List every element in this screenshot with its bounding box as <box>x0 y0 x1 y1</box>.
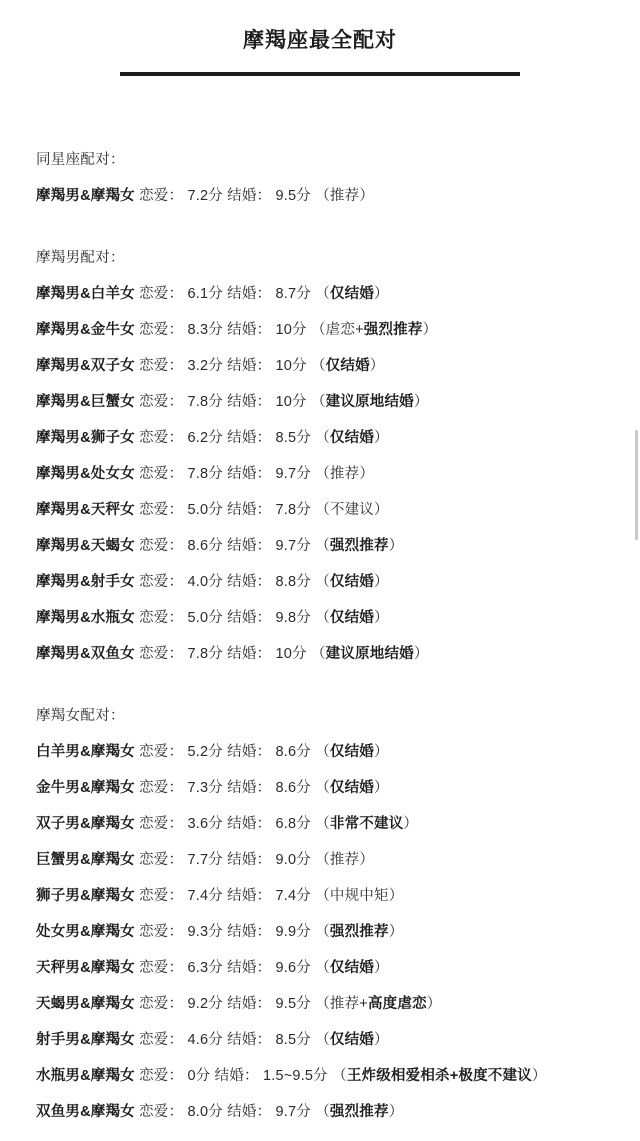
marriage-score: 9.7分 <box>275 1104 311 1120</box>
compatibility-row <box>36 1058 640 1094</box>
note-part: 仅结婚 <box>329 430 375 446</box>
note-part: 王炸级相爱相杀+极度不建议 <box>346 1068 532 1084</box>
compatibility-row <box>36 348 640 384</box>
compatibility-row <box>36 564 640 600</box>
love-label: 恋爱： <box>139 286 184 302</box>
note-open-paren: （ <box>315 960 330 976</box>
recommendation-note <box>315 888 403 904</box>
note-close-paren: ） <box>374 430 389 446</box>
recommendation-note <box>315 286 389 302</box>
marriage-label: 结婚： <box>227 816 272 832</box>
compatibility-list <box>0 142 640 1130</box>
note-part: 建议原地结婚 <box>325 646 414 662</box>
marriage-score: 9.7分 <box>275 538 311 554</box>
marriage-score: 1.5~9.5分 <box>263 1068 328 1084</box>
scrollbar[interactable] <box>635 430 638 540</box>
note-close-paren: ） <box>374 610 389 626</box>
compatibility-row <box>36 878 640 914</box>
recommendation-note <box>315 924 403 940</box>
recommendation-note <box>315 1032 389 1048</box>
note-open-paren: （ <box>332 1068 347 1084</box>
marriage-label: 结婚： <box>227 358 272 374</box>
marriage-score: 9.5分 <box>275 996 311 1012</box>
note-open-paren: （ <box>310 646 326 662</box>
marriage-score: 8.8分 <box>275 574 311 590</box>
love-label: 恋爱： <box>139 852 184 868</box>
compatibility-row <box>36 1094 640 1130</box>
love-score: 0分 <box>187 1068 211 1084</box>
recommendation-note <box>315 610 389 626</box>
compatibility-row <box>36 636 640 672</box>
love-label: 恋爱： <box>139 610 184 626</box>
compatibility-section <box>36 698 640 1130</box>
marriage-label: 结婚： <box>227 960 272 976</box>
note-part: 强烈推荐 <box>363 322 423 338</box>
marriage-score: 10分 <box>275 394 307 410</box>
pair-name: 巨蟹男&摩羯女 <box>36 852 135 868</box>
recommendation-note <box>315 816 418 832</box>
love-score: 6.1分 <box>187 286 223 302</box>
marriage-label: 结婚： <box>227 744 272 760</box>
recommendation-note <box>315 188 374 204</box>
note-part: 不建议 <box>329 502 375 518</box>
love-score: 5.0分 <box>187 610 223 626</box>
pair-name: 金牛男&摩羯女 <box>36 780 135 796</box>
compatibility-row <box>36 276 640 312</box>
pair-name: 摩羯男&白羊女 <box>36 286 135 302</box>
recommendation-note <box>315 502 389 518</box>
compatibility-section <box>36 240 640 672</box>
note-close-paren: ） <box>388 1104 404 1120</box>
pair-name: 狮子男&摩羯女 <box>36 888 135 904</box>
note-part: 仅结婚 <box>329 960 375 976</box>
marriage-label: 结婚： <box>227 394 272 410</box>
note-close-paren: ） <box>531 1068 547 1084</box>
note-open-paren: （ <box>315 996 330 1012</box>
marriage-label: 结婚： <box>227 610 272 626</box>
marriage-label: 结婚： <box>227 430 272 446</box>
note-close-paren: ） <box>422 322 438 338</box>
compatibility-row <box>36 734 640 770</box>
note-open-paren: （ <box>315 466 330 482</box>
marriage-score: 9.9分 <box>275 924 311 940</box>
love-score: 9.2分 <box>187 996 223 1012</box>
pair-name: 摩羯男&巨蟹女 <box>36 394 135 410</box>
marriage-label: 结婚： <box>227 574 272 590</box>
note-close-paren: ） <box>374 502 389 518</box>
note-close-paren: ） <box>388 888 404 904</box>
love-score: 4.0分 <box>187 574 223 590</box>
pair-name: 天秤男&摩羯女 <box>36 960 135 976</box>
recommendation-note <box>315 744 389 760</box>
note-open-paren: （ <box>315 610 330 626</box>
marriage-score: 10分 <box>275 322 307 338</box>
note-open-paren: （ <box>315 924 330 940</box>
marriage-score: 8.7分 <box>275 286 311 302</box>
marriage-label: 结婚： <box>227 322 272 338</box>
note-close-paren: ） <box>359 188 375 204</box>
recommendation-note <box>311 322 437 338</box>
pair-name: 处女男&摩羯女 <box>36 924 135 940</box>
compatibility-row <box>36 914 640 950</box>
love-score: 9.3分 <box>187 924 223 940</box>
note-open-paren: （ <box>315 852 330 868</box>
note-part: 虐恋+ <box>325 322 364 338</box>
compatibility-row <box>36 770 640 806</box>
marriage-score: 9.6分 <box>275 960 311 976</box>
recommendation-note <box>311 646 429 662</box>
note-part: 仅结婚 <box>329 1032 375 1048</box>
recommendation-note <box>315 430 389 446</box>
recommendation-note <box>315 538 403 554</box>
pair-name: 摩羯男&水瓶女 <box>36 610 135 626</box>
love-score: 3.2分 <box>187 358 223 374</box>
love-label: 恋爱： <box>139 538 184 554</box>
note-part: 强烈推荐 <box>329 1104 389 1120</box>
marriage-label: 结婚： <box>214 1068 259 1084</box>
love-label: 恋爱： <box>139 1032 184 1048</box>
marriage-label: 结婚： <box>227 888 272 904</box>
note-part: 强烈推荐 <box>329 924 389 940</box>
recommendation-note <box>315 466 374 482</box>
marriage-label: 结婚： <box>227 646 272 662</box>
compatibility-row <box>36 600 640 636</box>
love-label: 恋爱： <box>139 502 184 518</box>
love-label: 恋爱： <box>139 430 184 446</box>
section-heading: 同星座配对： <box>36 152 125 168</box>
compatibility-row <box>36 806 640 842</box>
marriage-score: 10分 <box>275 646 307 662</box>
compatibility-row <box>36 384 640 420</box>
note-part: 仅结婚 <box>329 744 375 760</box>
note-open-paren: （ <box>310 358 326 374</box>
note-open-paren: （ <box>310 322 326 338</box>
note-close-paren: ） <box>388 538 404 554</box>
marriage-score: 6.8分 <box>275 816 311 832</box>
note-part: 建议原地结婚 <box>325 394 414 410</box>
love-score: 7.8分 <box>187 646 223 662</box>
pair-name: 摩羯男&金牛女 <box>36 322 135 338</box>
marriage-label: 结婚： <box>227 1032 272 1048</box>
compatibility-row <box>36 420 640 456</box>
note-open-paren: （ <box>315 574 330 590</box>
recommendation-note <box>315 574 389 590</box>
love-score: 7.4分 <box>187 888 223 904</box>
love-label: 恋爱： <box>139 816 184 832</box>
love-score: 3.6分 <box>187 816 223 832</box>
note-part: 推荐 <box>329 852 360 868</box>
love-score: 8.0分 <box>187 1104 223 1120</box>
recommendation-note <box>315 996 441 1012</box>
note-close-paren: ） <box>374 286 389 302</box>
pair-name: 双鱼男&摩羯女 <box>36 1104 135 1120</box>
note-part: 推荐+ <box>329 996 368 1012</box>
note-part: 高度虐恋 <box>367 996 427 1012</box>
note-close-paren: ） <box>413 646 429 662</box>
title-block <box>0 0 640 76</box>
note-part: 仅结婚 <box>329 574 375 590</box>
love-score: 8.3分 <box>187 322 223 338</box>
note-open-paren: （ <box>315 188 330 204</box>
love-label: 恋爱： <box>139 646 184 662</box>
love-score: 7.2分 <box>187 188 223 204</box>
note-part: 中规中矩 <box>329 888 389 904</box>
note-open-paren: （ <box>315 744 330 760</box>
note-part: 仅结婚 <box>329 610 375 626</box>
section-heading: 摩羯女配对： <box>36 708 125 724</box>
love-label: 恋爱： <box>139 888 184 904</box>
compatibility-row <box>36 528 640 564</box>
compatibility-row <box>36 312 640 348</box>
note-part: 非常不建议 <box>329 816 404 832</box>
pair-name: 摩羯男&双鱼女 <box>36 646 135 662</box>
pair-name: 天蝎男&摩羯女 <box>36 996 135 1012</box>
marriage-score: 10分 <box>275 358 307 374</box>
pair-name: 双子男&摩羯女 <box>36 816 135 832</box>
note-close-paren: ） <box>374 960 389 976</box>
note-close-paren: ） <box>413 394 429 410</box>
love-label: 恋爱： <box>139 394 184 410</box>
recommendation-note <box>311 358 385 374</box>
love-label: 恋爱： <box>139 744 184 760</box>
note-part: 仅结婚 <box>325 358 370 374</box>
marriage-score: 9.7分 <box>275 466 311 482</box>
pair-name: 摩羯男&天蝎女 <box>36 538 135 554</box>
love-score: 5.2分 <box>187 744 223 760</box>
marriage-score: 7.4分 <box>275 888 311 904</box>
note-open-paren: （ <box>315 430 330 446</box>
marriage-label: 结婚： <box>227 780 272 796</box>
marriage-label: 结婚： <box>227 852 272 868</box>
love-label: 恋爱： <box>139 924 184 940</box>
marriage-score: 7.8分 <box>275 502 311 518</box>
recommendation-note <box>315 852 374 868</box>
marriage-label: 结婚： <box>227 538 272 554</box>
note-open-paren: （ <box>315 502 330 518</box>
pair-name: 摩羯男&摩羯女 <box>36 188 135 204</box>
note-close-paren: ） <box>374 780 389 796</box>
love-score: 8.6分 <box>187 538 223 554</box>
love-label: 恋爱： <box>139 960 184 976</box>
note-close-paren: ） <box>369 358 385 374</box>
note-part: 仅结婚 <box>329 780 375 796</box>
pair-name: 摩羯男&双子女 <box>36 358 135 374</box>
note-part: 强烈推荐 <box>329 538 389 554</box>
marriage-label: 结婚： <box>227 1104 272 1120</box>
pair-name: 白羊男&摩羯女 <box>36 744 135 760</box>
note-open-paren: （ <box>315 1104 330 1120</box>
section-heading: 摩羯男配对： <box>36 250 125 266</box>
marriage-score: 8.5分 <box>275 430 311 446</box>
note-part: 推荐 <box>329 188 360 204</box>
marriage-score: 9.0分 <box>275 852 311 868</box>
love-score: 7.8分 <box>187 394 223 410</box>
recommendation-note <box>311 394 429 410</box>
pair-name: 射手男&摩羯女 <box>36 1032 135 1048</box>
marriage-label: 结婚： <box>227 286 272 302</box>
love-label: 恋爱： <box>139 358 184 374</box>
compatibility-row <box>36 1022 640 1058</box>
love-label: 恋爱： <box>139 574 184 590</box>
love-score: 7.7分 <box>187 852 223 868</box>
recommendation-note <box>332 1068 546 1084</box>
marriage-score: 9.8分 <box>275 610 311 626</box>
love-label: 恋爱： <box>139 466 184 482</box>
marriage-label: 结婚： <box>227 924 272 940</box>
marriage-score: 8.6分 <box>275 744 311 760</box>
love-score: 6.3分 <box>187 960 223 976</box>
recommendation-note <box>315 780 389 796</box>
marriage-label: 结婚： <box>227 996 272 1012</box>
note-close-paren: ） <box>359 852 375 868</box>
note-open-paren: （ <box>310 394 326 410</box>
note-close-paren: ） <box>374 744 389 760</box>
title-divider <box>120 72 520 76</box>
note-part: 推荐 <box>329 466 360 482</box>
note-open-paren: （ <box>315 538 330 554</box>
recommendation-note <box>315 960 389 976</box>
marriage-label: 结婚： <box>227 502 272 518</box>
pair-name: 水瓶男&摩羯女 <box>36 1068 135 1084</box>
compatibility-row <box>36 456 640 492</box>
note-open-paren: （ <box>315 888 330 904</box>
compatibility-row <box>36 950 640 986</box>
pair-name: 摩羯男&狮子女 <box>36 430 135 446</box>
note-close-paren: ） <box>359 466 375 482</box>
love-label: 恋爱： <box>139 1104 184 1120</box>
compatibility-row <box>36 492 640 528</box>
marriage-label: 结婚： <box>227 188 272 204</box>
marriage-score: 9.5分 <box>275 188 311 204</box>
page-title: 摩羯座最全配对 <box>243 29 397 52</box>
note-close-paren: ） <box>403 816 419 832</box>
note-close-paren: ） <box>426 996 442 1012</box>
love-label: 恋爱： <box>139 322 184 338</box>
marriage-label: 结婚： <box>227 466 272 482</box>
marriage-score: 8.6分 <box>275 780 311 796</box>
love-score: 5.0分 <box>187 502 223 518</box>
love-score: 7.8分 <box>187 466 223 482</box>
note-close-paren: ） <box>374 1032 389 1048</box>
love-label: 恋爱： <box>139 996 184 1012</box>
recommendation-note <box>315 1104 403 1120</box>
note-close-paren: ） <box>374 574 389 590</box>
love-score: 7.3分 <box>187 780 223 796</box>
love-label: 恋爱： <box>139 1068 184 1084</box>
love-label: 恋爱： <box>139 780 184 796</box>
compatibility-row <box>36 842 640 878</box>
note-open-paren: （ <box>315 286 330 302</box>
love-score: 4.6分 <box>187 1032 223 1048</box>
compatibility-section <box>36 142 640 214</box>
pair-name: 摩羯男&处女女 <box>36 466 135 482</box>
marriage-score: 8.5分 <box>275 1032 311 1048</box>
pair-name: 摩羯男&射手女 <box>36 574 135 590</box>
note-close-paren: ） <box>388 924 404 940</box>
note-part: 仅结婚 <box>329 286 375 302</box>
love-score: 6.2分 <box>187 430 223 446</box>
note-open-paren: （ <box>315 780 330 796</box>
compatibility-row <box>36 986 640 1022</box>
pair-name: 摩羯男&天秤女 <box>36 502 135 518</box>
compatibility-row <box>36 178 640 214</box>
note-open-paren: （ <box>315 816 330 832</box>
note-open-paren: （ <box>315 1032 330 1048</box>
love-label: 恋爱： <box>139 188 184 204</box>
